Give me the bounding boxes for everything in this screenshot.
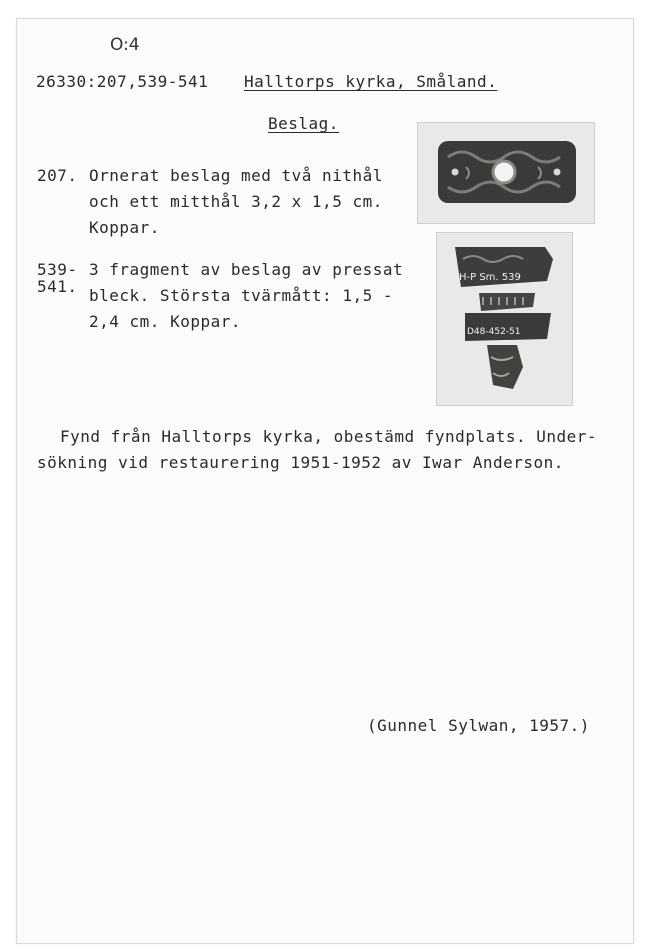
catalog-number: 26330:207,539-541 <box>36 72 209 91</box>
fragment-label-2: D48-452-51 <box>467 327 521 337</box>
fitting-image <box>418 123 594 223</box>
entry-207-line-3: Koppar. <box>89 218 160 237</box>
fragments-photo <box>436 232 573 406</box>
author-signature: (Gunnel Sylwan, 1957.) <box>367 716 590 735</box>
site-title: Halltorps kyrka, Småland. <box>244 72 498 91</box>
entry-207-line-2: och ett mitthål 3,2 x 1,5 cm. <box>89 192 383 211</box>
entry-539-line-3: 2,4 cm. Koppar. <box>89 312 241 331</box>
fitting-photo <box>417 122 595 224</box>
fragment-label-1: H-P Sm. 539 <box>459 272 521 283</box>
entry-539-line-1: 3 fragment av beslag av pressat <box>89 260 404 279</box>
find-note-line-1: Fynd från Halltorps kyrka, obestämd fyndplats. Under- <box>60 427 598 446</box>
entry-number-207: 207. <box>37 166 78 185</box>
section-heading: Beslag. <box>268 114 339 133</box>
entry-number-539: 539- <box>37 260 78 279</box>
handwritten-mark: O:4 <box>110 35 140 55</box>
entry-539-line-2: bleck. Största tvärmått: 1,5 - <box>89 286 393 305</box>
fragments-image <box>437 233 572 405</box>
entry-207-line-1: Ornerat beslag med två nithål <box>89 166 383 185</box>
find-note-line-2: sökning vid restaurering 1951-1952 av Iwar Anderson. <box>37 453 564 472</box>
entry-number-541: 541. <box>37 277 78 296</box>
